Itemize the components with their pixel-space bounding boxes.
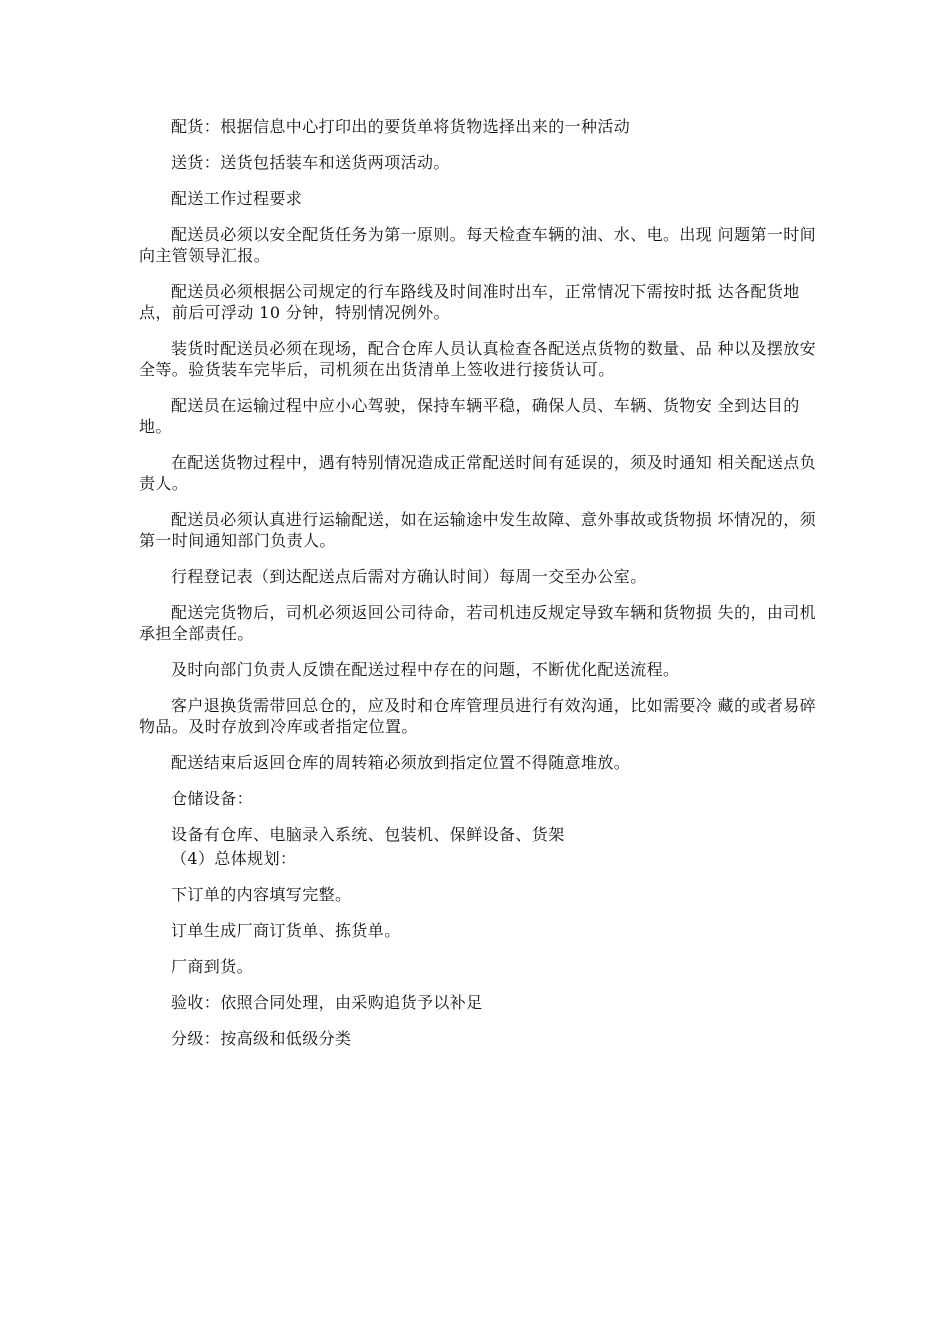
section-heading: 仓储设备： bbox=[171, 789, 254, 808]
paragraph: 订单生成厂商订货单、拣货单。 bbox=[171, 921, 401, 940]
section-heading: （4）总体规划： bbox=[171, 849, 297, 868]
paragraph: 行程登记表（到达配送点后需对方确认时间）每周一交至办公室。 bbox=[171, 567, 647, 586]
paragraph: 设备有仓库、电脑录入系统、包装机、保鲜设备、货架 bbox=[171, 825, 565, 844]
paragraph: 装货时配送员必须在现场，配合仓库人员认真检查各配送点货物的数量、品 种以及摆放安全等。验货装车完毕后，司机须在出货清单上签收进行接货认可。 bbox=[139, 339, 817, 379]
paragraph: 厂商到货。 bbox=[171, 957, 254, 976]
paragraph: 在配送货物过程中，遇有特别情况造成正常配送时间有延误的，须及时通知 相关配送点负责人。 bbox=[139, 453, 817, 493]
paragraph: 客户退换货需带回总仓的，应及时和仓库管理员进行有效沟通，比如需要冷 藏的或者易碎物品。及时存放到冷库或者指定位置。 bbox=[139, 696, 817, 736]
paragraph: 及时向部门负责人反馈在配送过程中存在的问题，不断优化配送流程。 bbox=[171, 660, 680, 679]
section-heading: 配送工作过程要求 bbox=[171, 189, 303, 208]
document-body bbox=[139, 116, 823, 1064]
paragraph: 分级：按高级和低级分类 bbox=[171, 1029, 352, 1048]
paragraph: 下订单的内容填写完整。 bbox=[171, 885, 352, 904]
paragraph: 配送员必须以安全配货任务为第一原则。每天检查车辆的油、水、电。出现 问题第一时间向主管领导汇报。 bbox=[139, 225, 817, 265]
paragraph: 配送员必须认真进行运输配送，如在运输途中发生故障、意外事故或货物损 坏情况的，须第一时间通知部门负责人。 bbox=[139, 510, 817, 550]
paragraph: 配货：根据信息中心打印出的要货单将货物选择出来的一种活动 bbox=[171, 117, 631, 136]
paragraph: 验收：依照合同处理，由采购追货予以补足 bbox=[171, 993, 483, 1012]
paragraph: 配送结束后返回仓库的周转箱必须放到指定位置不得随意堆放。 bbox=[171, 753, 631, 772]
paragraph: 配送完货物后，司机必须返回公司待命，若司机违反规定导致车辆和货物损 失的，由司机承担全部责任。 bbox=[139, 603, 817, 643]
paragraph: 配送员在运输过程中应小心驾驶，保持车辆平稳，确保人员、车辆、货物安 全到达目的地。 bbox=[139, 396, 800, 436]
paragraph: 配送员必须根据公司规定的行车路线及时间准时出车，正常情况下需按时抵 达各配货地点，前后可浮动 10 分钟，特别情况例外。 bbox=[139, 282, 800, 322]
paragraph: 送货：送货包括装车和送货两项活动。 bbox=[171, 153, 450, 172]
